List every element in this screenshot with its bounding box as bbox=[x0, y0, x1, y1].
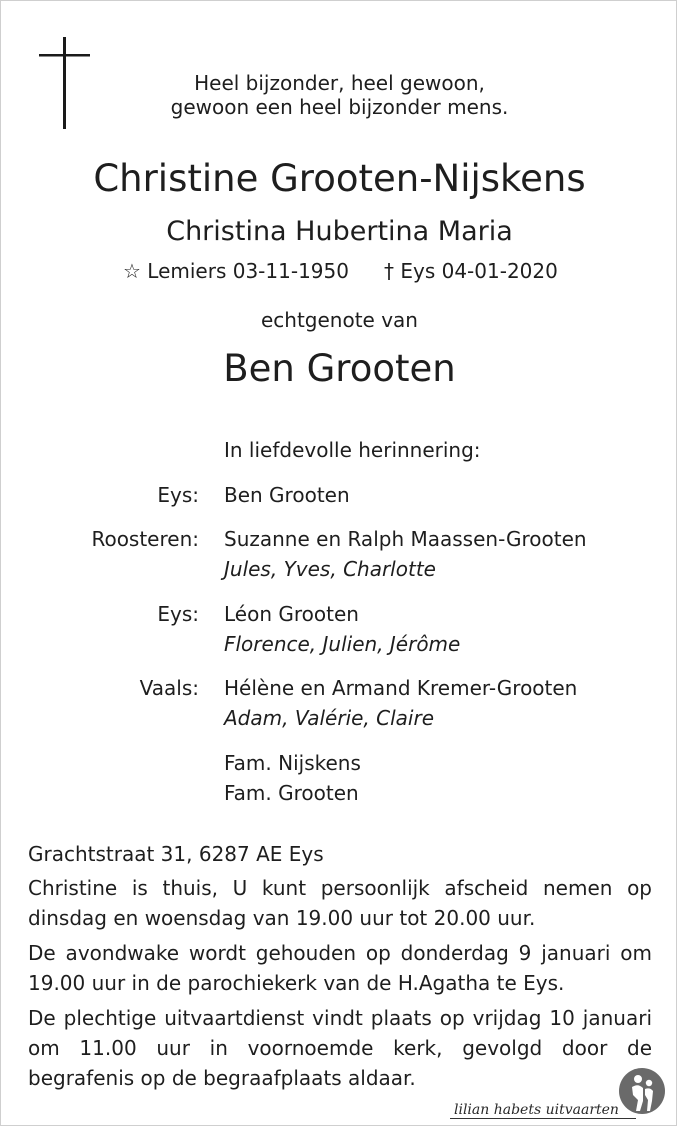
death-info bbox=[384, 258, 558, 284]
family-member: Ben Grooten bbox=[224, 483, 350, 507]
birth-text: Lemiers 03-11-1950 bbox=[147, 259, 349, 283]
family-place: Vaals: bbox=[139, 676, 199, 700]
family-other: Fam. Grooten bbox=[224, 781, 359, 805]
verse-line-1: Heel bijzonder, heel gewoon, bbox=[194, 71, 485, 95]
undertaker-logo-text: lilian habets uitvaarten bbox=[454, 1102, 619, 1118]
deceased-name: Christine Grooten-Nijskens bbox=[93, 157, 586, 200]
star-icon: ☆ bbox=[123, 259, 141, 283]
announcement-funeral: De plechtige uitvaartdienst vindt plaats op vrijdag 10 januari om 11.00 uur in voornoemde kerk, gevolgd door de begrafenis op de begraafplaats aldaar. bbox=[28, 1006, 652, 1090]
address: Grachtstraat 31, 6287 AE Eys bbox=[28, 842, 324, 866]
deceased-given-names: Christina Hubertina Maria bbox=[166, 216, 513, 247]
logo-underline bbox=[450, 1118, 636, 1119]
verse-line-2: gewoon een heel bijzonder mens. bbox=[170, 95, 509, 119]
family-children: Jules, Yves, Charlotte bbox=[224, 557, 436, 581]
birth-info bbox=[123, 258, 349, 284]
spouse-label: echtgenote van bbox=[260, 308, 418, 332]
announcement-vigil: De avondwake wordt gehouden op donderdag 9 januari om 19.00 uur in de parochiekerk van de H.Agatha te Eys. bbox=[28, 941, 652, 995]
family-place: Eys: bbox=[157, 483, 199, 507]
family-children: Florence, Julien, Jérôme bbox=[224, 632, 461, 656]
spouse-name: Ben Grooten bbox=[223, 347, 456, 390]
announcement-viewing: Christine is thuis, U kunt persoonlijk afscheid nemen op dinsdag en woensdag van 19.00 uur tot 20.00 uur. bbox=[28, 876, 652, 930]
family-children: Adam, Valérie, Claire bbox=[224, 706, 435, 730]
memory-intro: In liefdevolle herinnering: bbox=[224, 438, 481, 462]
family-place: Eys: bbox=[157, 602, 199, 626]
family-other: Fam. Nijskens bbox=[224, 751, 361, 775]
caring-figures-logo-icon bbox=[618, 1067, 666, 1115]
family-member: Hélène en Armand Kremer-Grooten bbox=[224, 676, 578, 700]
death-text: Eys 04-01-2020 bbox=[400, 259, 558, 283]
dagger-icon: † bbox=[384, 259, 394, 283]
family-member: Suzanne en Ralph Maassen-Grooten bbox=[224, 527, 587, 551]
family-place: Roosteren: bbox=[91, 527, 199, 551]
family-member: Léon Grooten bbox=[224, 602, 359, 626]
